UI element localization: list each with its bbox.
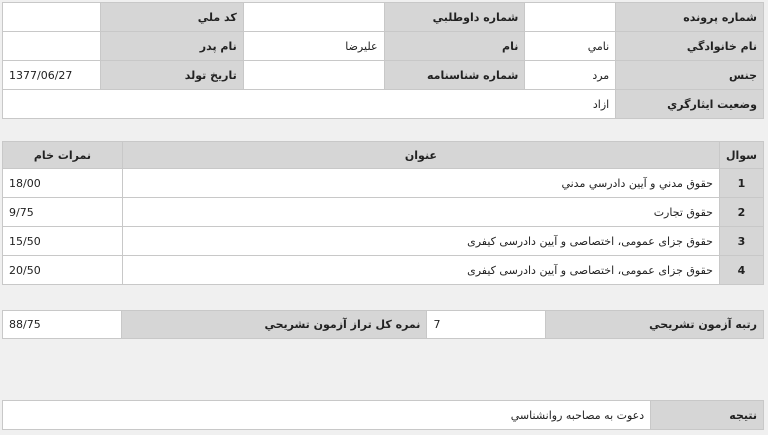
subject-title: حقوق جزای عمومی، اختصاصی و آیین دادرسی کیفری <box>122 256 719 285</box>
applicant-info-table <box>2 2 764 119</box>
grades-table <box>2 141 764 285</box>
father-name-label: نام پدر <box>101 32 244 61</box>
raw-score-header: نمرات خام <box>3 142 123 169</box>
result-label: نتيجه <box>651 401 764 430</box>
file-number-label: شماره پرونده <box>616 3 764 32</box>
rank-label: رتبه آزمون تشريحي <box>546 311 764 339</box>
question-header: سوال <box>719 142 763 169</box>
result-row <box>3 401 764 430</box>
birth-date-value: 1377/06/27 <box>3 61 101 90</box>
question-number: 4 <box>719 256 763 285</box>
gender-label: جنس <box>616 61 764 90</box>
rank-value: 7 <box>427 311 546 339</box>
raw-score: 15/50 <box>3 227 123 256</box>
info-row-1 <box>3 3 764 32</box>
info-row-3 <box>3 61 764 90</box>
applicant-number-value <box>243 3 384 32</box>
last-name-label: نام خانوادگي <box>616 32 764 61</box>
raw-score: 20/50 <box>3 256 123 285</box>
file-number-value <box>525 3 616 32</box>
question-number: 1 <box>719 169 763 198</box>
grades-header-row <box>3 142 764 169</box>
subject-title: حقوق تجارت <box>122 198 719 227</box>
table-row <box>3 169 764 198</box>
id-number-label: شماره شناسنامه <box>384 61 525 90</box>
rank-row <box>3 311 764 339</box>
title-header: عنوان <box>122 142 719 169</box>
subject-title: حقوق جزای عمومی، اختصاصی و آیین دادرسی کیفری <box>122 227 719 256</box>
national-code-label: كد ملي <box>101 3 244 32</box>
father-name-value <box>3 32 101 61</box>
veteran-status-value: ازاد <box>3 90 616 119</box>
result-value: دعوت به مصاحبه روانشناسي <box>3 401 651 430</box>
table-row <box>3 198 764 227</box>
info-row-4 <box>3 90 764 119</box>
id-number-value <box>243 61 384 90</box>
last-name-value: نامي <box>525 32 616 61</box>
national-code-value <box>3 3 101 32</box>
raw-score: 9/75 <box>3 198 123 227</box>
total-score-value: 88/75 <box>3 311 122 339</box>
birth-date-label: تاريخ تولد <box>101 61 244 90</box>
question-number: 2 <box>719 198 763 227</box>
info-row-2 <box>3 32 764 61</box>
gender-value: مرد <box>525 61 616 90</box>
first-name-value: عليرضا <box>243 32 384 61</box>
first-name-label: نام <box>384 32 525 61</box>
subject-title: حقوق مدني و آيين دادرسي مدني <box>122 169 719 198</box>
question-number: 3 <box>719 227 763 256</box>
result-table <box>2 400 764 430</box>
veteran-status-label: وضعيت ايثارگري <box>616 90 764 119</box>
raw-score: 18/00 <box>3 169 123 198</box>
total-score-label: نمره كل تراز آزمون تشريحي <box>121 311 427 339</box>
applicant-number-label: شماره داوطلبي <box>384 3 525 32</box>
table-row <box>3 227 764 256</box>
rank-table <box>2 310 764 339</box>
table-row <box>3 256 764 285</box>
